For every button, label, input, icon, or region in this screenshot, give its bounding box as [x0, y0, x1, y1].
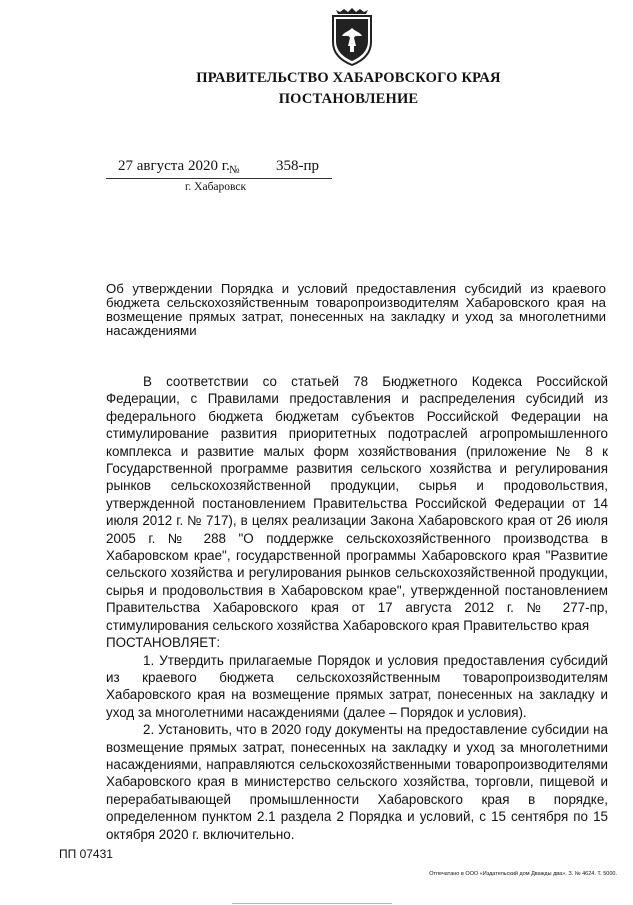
bottom-divider	[232, 903, 392, 904]
document-date: 27 августа 2020 г.	[118, 158, 230, 174]
document-type: ПОСТАНОВЛЕНИЕ	[278, 91, 419, 107]
government-name: ПРАВИТЕЛЬСТВО ХАБАРОВСКОГО КРАЯ	[196, 70, 501, 86]
document-title: Об утверждении Порядка и условий предоставления субсидий из краевого бюджета сельскохозяйственным товаропроизводителям Хабаровского края на возмещение прямых затрат, понесенных на закладку и уход за многолетними насаждениями	[106, 281, 606, 338]
item-2-paragraph: 2. Установить, что в 2020 году документы на предоставление субсидии на возмещение прямых затрат, понесенных на закладку и уход за многолетними насаждениями, направляются сельскохозяйственными товаропроизводителями Хабаровского края в министерство сельского хозяйства, торговли, пищевой и перерабатывающей промышленности Хабаровского края в порядке, определенном пунктом 2.1 раздела 2 Порядка и условий, с 15 сентября по 15 октября 2020 г. включительно.	[106, 722, 608, 842]
footer-code: ПП 07431	[59, 847, 113, 861]
document-body	[106, 373, 608, 843]
date-underline	[106, 178, 332, 179]
document-city: г. Хабаровск	[185, 181, 247, 193]
document-number: 358-пр	[276, 158, 320, 174]
printer-imprint: Отпечатано в ООО «Издательский дом Дважды два». З. № 4624. Т. 5000.	[429, 871, 617, 877]
preamble-paragraph: В соответствии со статьей 78 Бюджетного Кодекса Российской Федерации, с Правилами предоставления и распределения субсидий из федерального бюджета бюджетам субъектов Российской Федерации на стимулирование развития приоритетных подотраслей агропромышленного комплекса и развитие малых форм хозяйствования (приложение № 8 к Государственной программе развития сельского хозяйства и регулирования рынков сельскохозяйственной продукции, сырья и продовольствия, утвержденной постановлением Правительства Российской Федерации от 14 июля 2012 г. № 717), в целях реализации Закона Хабаровского края от 26 июля 2005 г. № 288 "О поддержке сельскохозяйственного производства в Хабаровском крае", государственной программы Хабаровского края "Развитие сельского хозяйства и регулирования рынков сельскохозяйственной продукции, сырья и продовольствия в Хабаровском крае", утвержденной постановлением Правительства Хабаровского края от 17 августа 2012 г. № 277-пр, стимулирования сельского хозяйства Хабаровского края Правительство края	[106, 374, 608, 633]
number-sign: №	[229, 164, 240, 176]
item-1-paragraph: 1. Утвердить прилагаемые Порядок и условия предоставления субсидий из краевого бюджета сельскохозяйственным товаропроизводителям Хабаровского края на возмещение прямых затрат, понесенных на закладку и уход за многолетними насаждениями (далее – Порядок и условия).	[106, 652, 608, 720]
resolves-heading: ПОСТАНОВЛЯЕТ:	[106, 635, 221, 651]
coat-of-arms-icon	[328, 8, 376, 66]
